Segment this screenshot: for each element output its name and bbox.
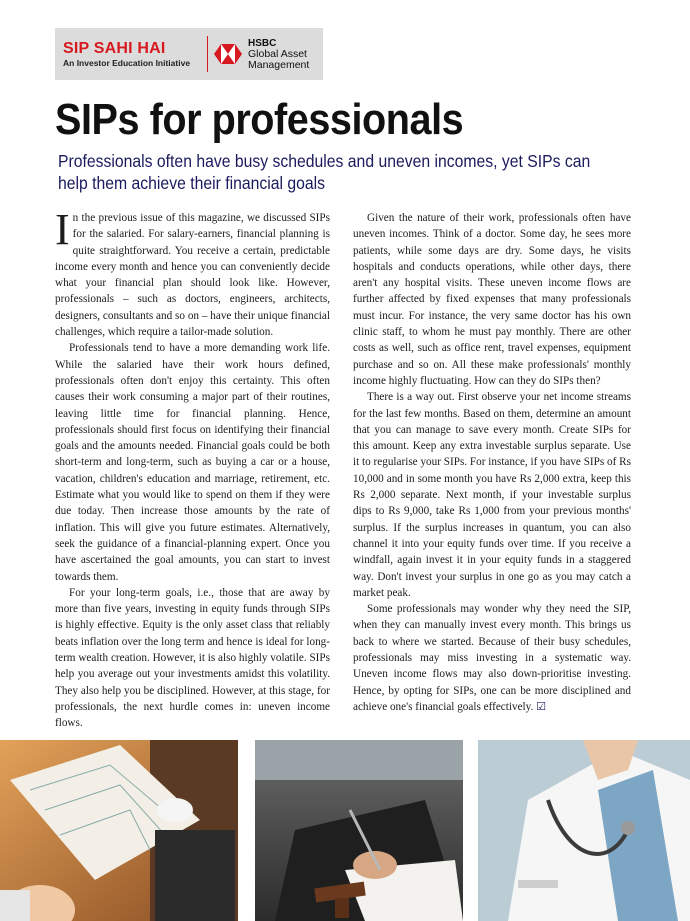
photo-architect-blueprints xyxy=(0,740,238,921)
article-paragraph-3: For your long-term goals, i.e., those that are away by more than five years, investing in equity funds through SIPs is highly effective. Equity is the only asset class that reliably beats inflation over the long term and hence is ideal for long-term wealth creation. However, it is also highly volatile. SIPs help you average out your investments amidst this volatility. They also help you be disciplined. However, at this stage, for professionals, the next hurdle comes in: uneven income flows. xyxy=(55,586,330,730)
banner-divider xyxy=(207,36,208,72)
banner-subtitle: An Investor Education Initiative xyxy=(63,57,191,68)
photo-signing-document xyxy=(255,740,463,921)
article-paragraph-4: Given the nature of their work, professionals often have uneven incomes. Think of a doctor. Some day, he sees more patients, while some days are dry. Some days, he visits hospitals and conducts operations, while other days, there aren't any hospital visits. These uneven income flows are further affected by fixed expenses that many professionals must incur. For instance, the very same doctor has his own clinic staff, to whom he must pay monthly. There are other costs as well, such as office rent, travel expenses, equipment purchase and so on. All these make professionals' monthly income highly fluctuating. How can they do SIPs then? xyxy=(353,212,631,387)
hsbc-hexagon-logo-icon xyxy=(214,44,242,64)
article-paragraph-5: There is a way out. First observe your net income streams for the last few months. Based on them, determine an amount that you can manage to save every month. Create SIPs for this amount. Keep any extra investable surplus separate. Use it to regularise your SIPs. For instance, if you have SIPs of Rs 10,000 and in some month you have Rs 2,000 extra, keep this Rs 2,000 separate. Next month, if your investable surplus dips to Rs 9,000, take Rs 1,000 from your previous months' surplus. If the surplus increases in quantum, you can also channel it into your equity funds over time. If you receive a windfall, again invest it in your equity funds in a staggered way. Don't invest your surplus in one go as you may catch a market peak. xyxy=(353,391,631,599)
article-column-right xyxy=(353,210,631,715)
sip-sahi-hai-banner xyxy=(55,28,323,80)
article-headline: SIPs for professionals xyxy=(55,95,464,144)
brand-name: HSBC xyxy=(248,37,277,49)
drop-cap: I xyxy=(55,205,70,254)
article-paragraph-1 xyxy=(55,205,330,340)
article-column-left xyxy=(55,205,330,732)
paragraph-1-text: n the previous issue of this magazine, we discussed SIPs for the salaried. For salary-earners, financial planning is quite straightforward. You receive a certain, predictable income every month and hence you can conveniently decide what your financial plan should look like. However, professionals – such as doctors, engineers, architects, designers, consultants and so on – have their unique financial challenges, which require a tailor-made solution. xyxy=(55,212,330,339)
photo-strip xyxy=(0,740,690,921)
banner-brand-text xyxy=(248,38,309,71)
article-paragraph-6 xyxy=(353,601,631,715)
photo-doctor-stethoscope xyxy=(478,740,690,921)
paragraph-6-text: Some professionals may wonder why they need the SIP, when they can manually invest every month. This brings us back to where we started. Because of their busy schedules, professionals may miss investing in a systematic way. Uneven income flows may also down-prioritise investing. Hence, by opting for SIPs, one can be more disciplined and achieve one's financial goals effectively. xyxy=(353,603,631,713)
banner-title: SIP SAHI HAI xyxy=(63,39,166,57)
brand-line-2: Global Asset xyxy=(248,47,307,60)
brand-line-3: Management xyxy=(248,58,310,71)
end-mark-icon: ☑ xyxy=(536,699,546,713)
article-paragraph-2: Professionals tend to have a more demanding work life. While the salaried have their work hours defined, professionals often don't enjoy this certainty. This often causes their work consuming a major part of their routines, leaving little time for financial planning. Hence, professionals should first focus on identifying their financial goals and the amounts needed. Financial goals could be both short-term and long-term, such as buying a car or a house, vacation, children's education and marriage, retirement, etc. Estimate what you would like to spend on them if they were due today. Then increase those amounts by the rate of inflation. This will give you future estimates. Alternatively, seek the guidance of a financial-planning expert. Once you have ascertained the goal amounts, you can start to invest towards them. xyxy=(55,342,330,583)
article-standfirst: Professionals often have busy schedules and uneven incomes, yet SIPs can help them achieve their financial goals xyxy=(58,151,591,193)
banner-left-block xyxy=(55,40,203,69)
